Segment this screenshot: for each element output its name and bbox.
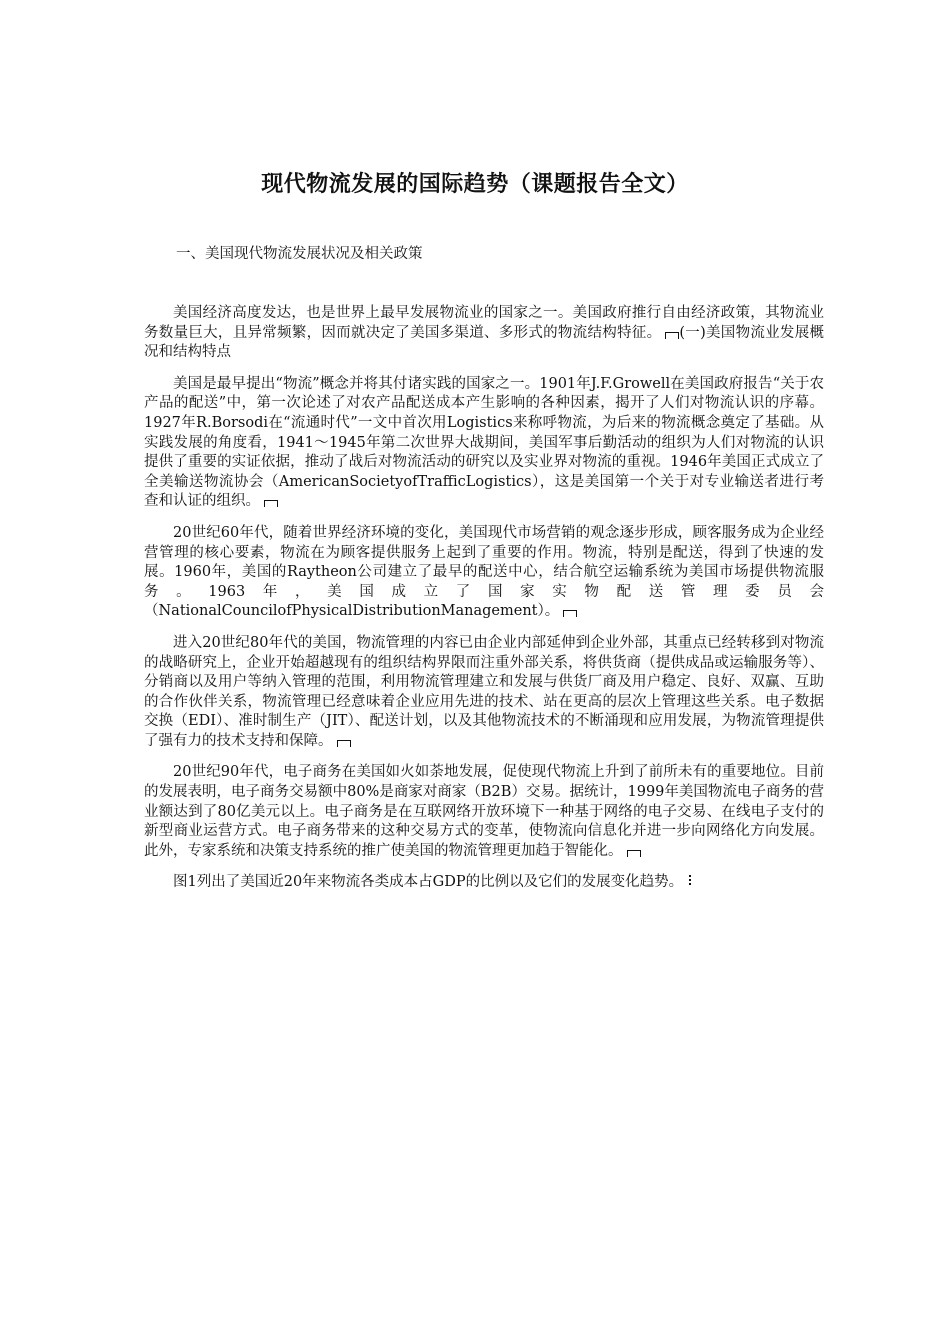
- paragraph-text: 20世纪90年代，电子商务在美国如火如荼地发展，促使现代物流上升到了前所未有的重要地位。目前的发展表明，电子商务交易额中80%是商家对商家（B2B）交易。据统计，1999年美国物流电子商务的营业额达到了80亿美元以上。电子商务是在互联网络开放环境下一种基于网络的电子交易、在线电子支付的新型商业运营方式。电子商务带来的这种交易方式的变革，使物流向信息化并进一步向网络化方向发展。此外，专家系统和决策支持系统的推广使美国的物流管理更加趋于智能化。: [144, 764, 824, 859]
- paragraph-mark-icon: [563, 610, 577, 617]
- paragraph-text: 图1列出了美国近20年来物流各类成本占GDP的比例以及它们的发展变化趋势。: [173, 874, 684, 891]
- subsection-heading: (一)美国物流业发展概况和结构特点: [144, 324, 824, 361]
- paragraph-mark-icon: [264, 500, 278, 507]
- paragraph-mark-icon: [665, 332, 679, 339]
- paragraph-4: [144, 634, 824, 752]
- section-heading: 一、美国现代物流发展状况及相关政策: [176, 246, 423, 262]
- paragraph-2: [144, 375, 824, 512]
- vertical-ellipsis-icon: [689, 873, 692, 887]
- paragraph-6: [144, 873, 824, 893]
- paragraph-mark-icon: [627, 850, 641, 857]
- paragraph-text: 美国经济高度发达，也是世界上最早发展物流业的国家之一。美国政府推行自由经济政策，其物流业务数量巨大，且异常频繁，因而就决定了美国多渠道、多形式的物流结构特征。: [144, 305, 824, 341]
- paragraph-1: [144, 304, 824, 363]
- paragraph-text: 美国是最早提出“物流”概念并将其付诸实践的国家之一。1901年J.F.Growell在美国政府报告“关于农产品的配送”中，第一次论述了对农产品配送成本产生影响的各种因素，揭开了人们对物流认识的序幕。1927年R.Borsodi在“流通时代”一文中首次用Logistics来称呼物流，为后来的物流概念奠定了基础。从实践发展的角度看，1941～1945年第二次世界大战期间，美国军事后勤活动的组织为人们对物流的认识提供了重要的实证依据，推动了战后对物流活动的研究以及实业界对物流的重视。1946年美国正式成立了全美输送物流协会（AmericanSocietyofTrafficLogistics），这是美国第一个关于对专业输送者进行考查和认证的组织。: [144, 375, 824, 510]
- document-title: 现代物流发展的国际趋势（课题报告全文）: [261, 172, 689, 197]
- paragraph-text: 20世纪60年代，随着世界经济环境的变化，美国现代市场营销的观念逐步形成，顾客服务成为企业经营管理的核心要素，物流在为顾客提供服务上起到了重要的作用。物流，特别是配送，得到了快速的发展。1960年，美国的Raytheon公司建立了最早的配送中心，结合航空运输系统为美国市场提供物流服务。1963年，美国成立了国家实物配送管理委员会（NationalCouncilofPhysicalDistributionManagement）。: [144, 524, 824, 620]
- paragraph-text: 进入20世纪80年代的美国，物流管理的内容已由企业内部延伸到企业外部，其重点已经转移到对物流的战略研究上，企业开始超越现有的组织结构界限而注重外部关系，将供货商（提供成品或运输服务等）、分销商以及用户等纳入管理的范围，利用物流管理建立和发展与供货厂商及用户稳定、良好、双赢、互助的合作伙伴关系，物流管理已经意味着企业应用先进的技术、站在更高的层次上管理这些关系。电子数据交换（EDI）、准时制生产（JIT）、配送计划，以及其他物流技术的不断涌现和应用发展，为物流管理提供了强有力的技术支持和保障。: [144, 634, 824, 749]
- document-body: [144, 304, 824, 905]
- paragraph-3: [144, 524, 824, 622]
- paragraph-5: [144, 763, 824, 861]
- paragraph-mark-icon: [337, 740, 351, 747]
